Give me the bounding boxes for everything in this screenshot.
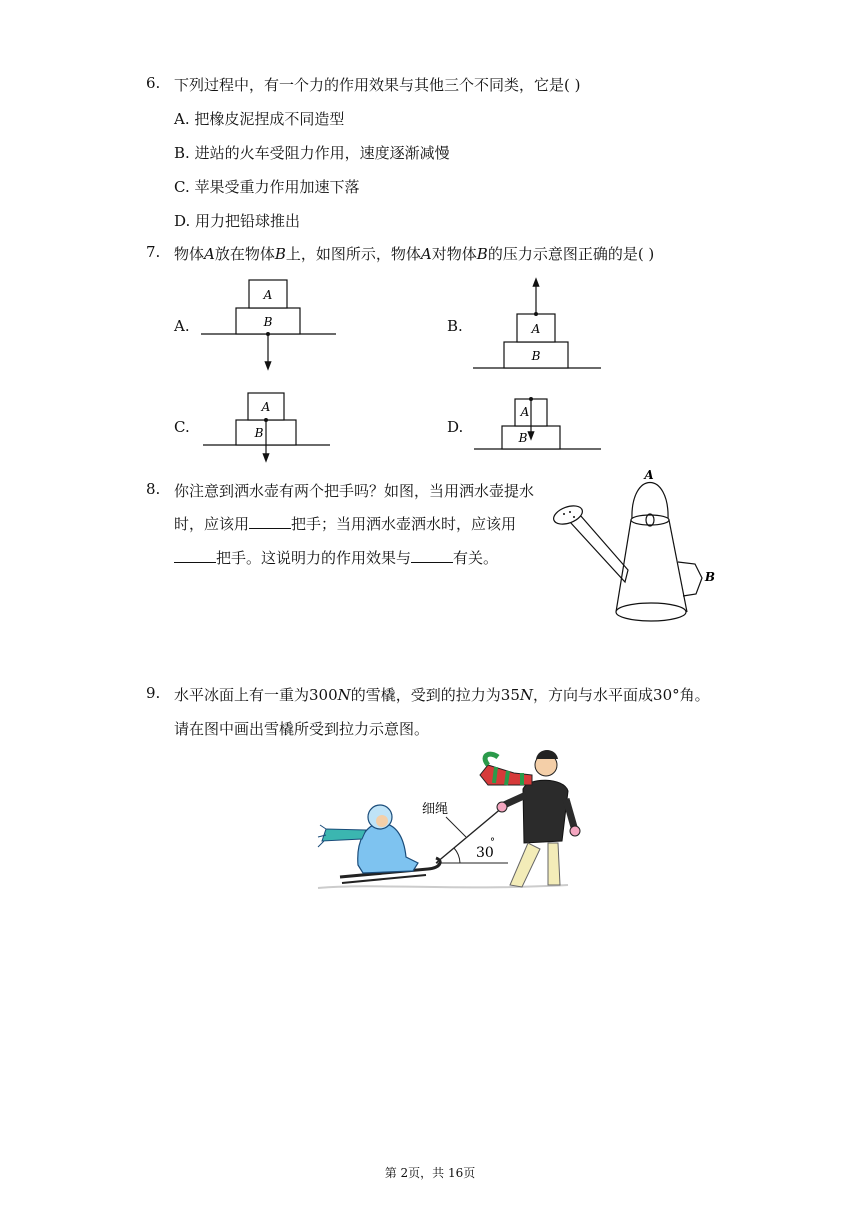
question-7-number: 7. [146,243,161,261]
math-unit: N [519,686,534,704]
option-label: D. [174,212,191,230]
math-var: A [420,245,432,263]
option-text: 苹果受重力作用加速下落 [194,178,360,196]
page-footer: 第 2页，共 16页 [384,1166,476,1180]
math-var: B [274,245,286,263]
angle-unit: ° [490,837,495,848]
text-part: 水平冰面上有一重为 [174,686,310,704]
option-text: 进站的火车受阻力作用，速度逐渐减慢 [194,144,450,162]
figure-option-c-label: C. [174,418,190,436]
question-9-line-2: 请在图中画出雪橇所受到拉力示意图。 [174,720,430,738]
text-part: 上，如图所示，物体 [285,245,421,263]
watering-can-figure [550,460,730,640]
text-part: 有关。 [453,549,499,567]
figure-c [203,393,330,458]
figure-a [201,280,336,366]
math-unit: N [337,686,351,704]
figure-option-b-label: B. [447,317,463,335]
math-number: 300 [309,686,338,704]
block-a-label: A [261,400,271,414]
text-part: 角。 [679,686,710,704]
text-part: 物体 [174,245,205,263]
math-angle: 30° [653,686,680,704]
text-part: 对物体 [431,245,477,263]
sled-illustration [318,745,578,895]
question-8-line-3 [174,547,498,568]
block-a-label: A [263,288,273,302]
text-part: 把手。这说明力的作用效果与 [216,549,412,567]
question-8-line-2 [174,513,516,534]
figure-option-d-label: D. [447,418,464,436]
option-text: 把橡皮泥捏成不同造型 [194,110,345,128]
option-text: 用力把铅球推出 [195,212,301,230]
handle-a-label: A [644,468,654,482]
math-number: 35 [500,686,520,704]
question-8-line-1: 你注意到洒水壶有两个把手吗？如图，当用洒水壶提水 [174,482,535,500]
answer-blank[interactable] [411,548,453,563]
handle-b-label: B [704,570,716,584]
math-var: B [476,245,488,263]
answer-blank[interactable] [174,548,216,563]
block-a-label: A [520,405,530,419]
answer-blank[interactable] [249,514,291,529]
option-label: C. [174,178,190,196]
question-9-number: 9. [146,684,161,702]
option-label: B. [174,144,190,162]
text-part: 的压力示意图正确的是( ) [487,245,655,263]
question-9-line-1 [174,684,710,705]
block-b-label: B [518,431,528,445]
block-b-label: B [263,315,273,329]
question-6-text: 下列过程中，有一个力的作用效果与其他三个不同类，它是( ) [174,76,581,94]
rope-label: 细绳 [422,802,449,817]
block-b-label: B [531,349,541,363]
question-8-number: 8. [146,480,161,498]
figure-d [474,397,601,449]
figure-b [473,282,601,368]
question-6-number: 6. [146,74,161,92]
text-part: 把手；当用洒水壶洒水时，应该用 [291,515,517,533]
math-var: A [204,245,215,263]
text-part: 放在物体 [214,245,275,263]
option-label: A. [174,110,190,128]
angle-label: 30 [476,845,494,861]
block-b-label: B [254,426,264,440]
block-a-label: A [531,322,541,336]
text-part: 的雪橇，受到的拉力为 [350,686,501,704]
text-part: ，方向与水平面成 [533,686,654,704]
figure-option-a-label: A. [174,317,190,335]
text-part: 时，应该用 [174,515,250,533]
